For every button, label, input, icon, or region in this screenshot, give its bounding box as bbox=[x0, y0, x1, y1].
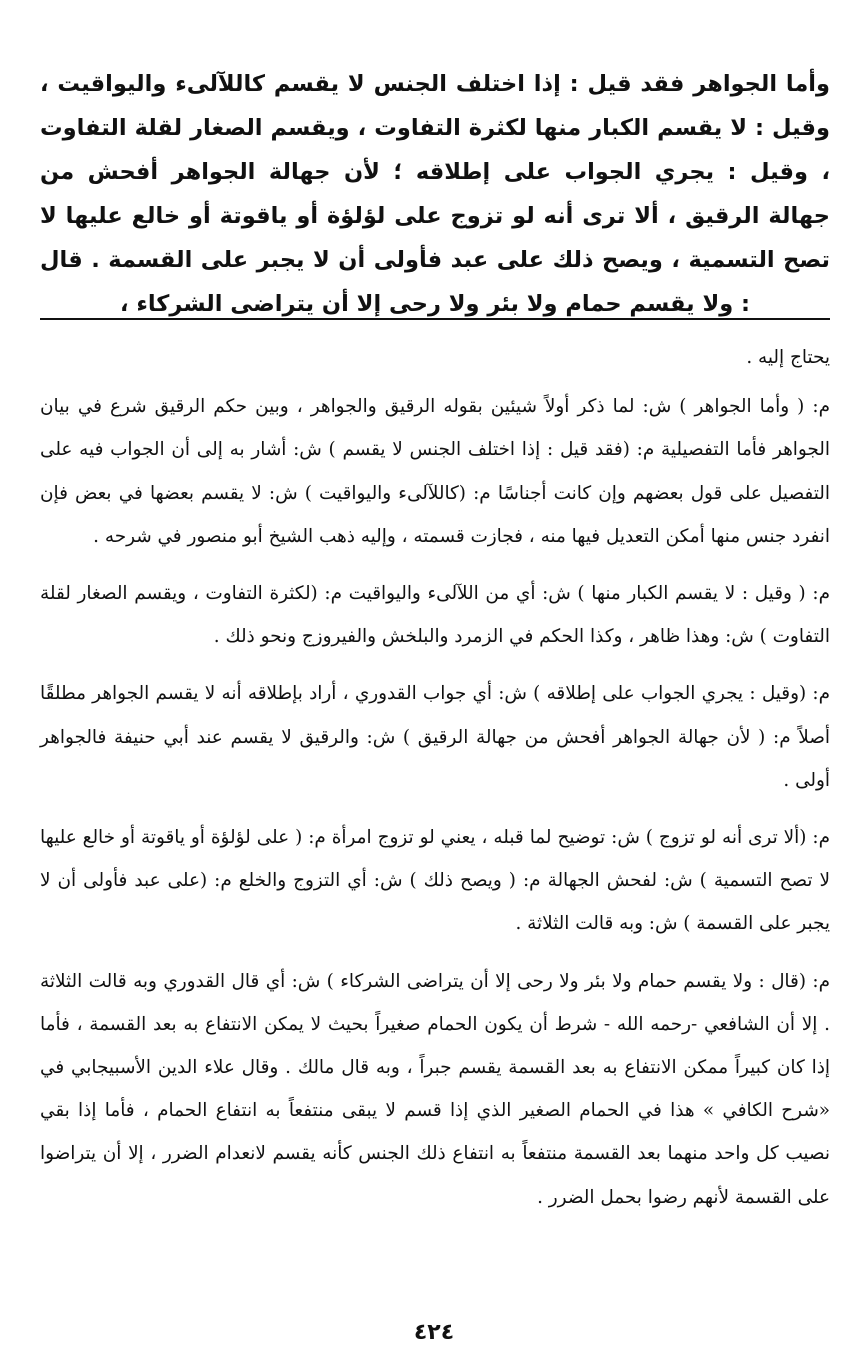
commentary-paragraph: م: (وقيل : يجري الجواب على إطلاقه ) ش: أي جواب القدوري ، أراد بإطلاقه أنه لا يقسم الجواهر مطلقًا أصلاً م: ( لأن جهالة الجواهر أفحش من جهالة الرقيق ) ش: والرقيق لا يقسم عند أبي حنيفة فالجواهر أولى . bbox=[40, 683, 830, 791]
commentary-paragraph: م: (ألا ترى أنه لو تزوج ) ش: توضيح لما قبله ، يعني لو تزوج امرأة م: ( على لؤلؤة أو ياقوتة أو خالع عليها لا تصح التسمية ) ش: لفحش الجهالة م: ( ويصح ذلك ) ش: أي التزوج والخلع م: (على عبد فأولى أن لا يجبر على القسمة ) ش: وبه قالت الثلاثة . bbox=[40, 827, 830, 935]
page-number: ٤٢٤ bbox=[413, 1320, 455, 1345]
main-text: وأما الجواهر فقد قيل : إذا اختلف الجنس لا يقسم كاللآلىء واليواقيت ، وقيل : لا يقسم الكبار منها لكثرة التفاوت ، ويقسم الصغار لقلة التفاوت ، وقيل : يجري الجواب على إطلاقه ؛ لأن جهالة الجواهر أفحش من جهالة الرقيق ، ألا ترى أنه لو تزوج على لؤلؤة أو ياقوتة أو خالع عليها لا تصح التسمية ، ويصح ذلك على عبد فأولى أن لا يجبر على القسمة . قال : ولا يقسم حمام ولا بئر ولا رحى إلا أن يتراضى الشركاء ، bbox=[40, 71, 830, 317]
commentary-paragraph: م: ( وأما الجواهر ) ش: لما ذكر أولاً شيئين بقوله الرقيق والجواهر ، وبين حكم الرقيق شرع في بيان الجواهر فأما التفصيلية م: (فقد قيل : إذا اختلف الجنس لا يقسم ) ش: أشار به إلى أن الجواب فيه على التفصيل على قول بعضهم وإن كانت أجناسًا م: (كاللآلىء واليواقيت ) ش: لا يقسم بعضها في بعض فإن انفرد جنس منها أمكن التعديل فيها منه ، فجازت قسمته ، وإليه ذهب الشيخ أبو منصور في شرحه . bbox=[40, 396, 830, 547]
commentary-paragraph: يحتاج إليه . bbox=[746, 347, 830, 368]
commentary-paragraph: م: ( وقيل : لا يقسم الكبار منها ) ش: أي من اللآلىء واليواقيت م: (لكثرة التفاوت ، ويقسم الصغار لقلة التفاوت ) ش: وهذا ظاهر ، وكذا الحكم في الزمرد والبلخش والفيروزج ونحو ذلك . bbox=[40, 583, 830, 648]
main-text-block bbox=[40, 62, 830, 326]
commentary-block bbox=[40, 336, 830, 1233]
separator-rule bbox=[40, 318, 830, 320]
commentary-paragraph: م: (قال : ولا يقسم حمام ولا بئر ولا رحى إلا أن يتراضى الشركاء ) ش: أي قال القدوري وبه قالت الثلاثة . إلا أن الشافعي -رحمه الله - شرط أن يكون الحمام صغيراً بحيث لا يمكن الانتفاع به بعد القسمة ، فأما إذا كان كبيراً ممكن الانتفاع به بعد القسمة يقسم جبراً ، وبه قال مالك . وقال علاء الدين الأسبيجابي في «شرح الكافي » هذا في الحمام الصغير الذي إذا قسم لا يبقى منتفعاً به انتفاع الحمام ، فأما إذا بقي نصيب كل واحد منهما بعد القسمة منتفعاً به انتفاع ذلك الجنس كأنه يقسم لانعدام الضرر ، إلا أن يتراضوا على القسمة لأنهم رضوا بحمل الضرر . bbox=[40, 970, 830, 1208]
